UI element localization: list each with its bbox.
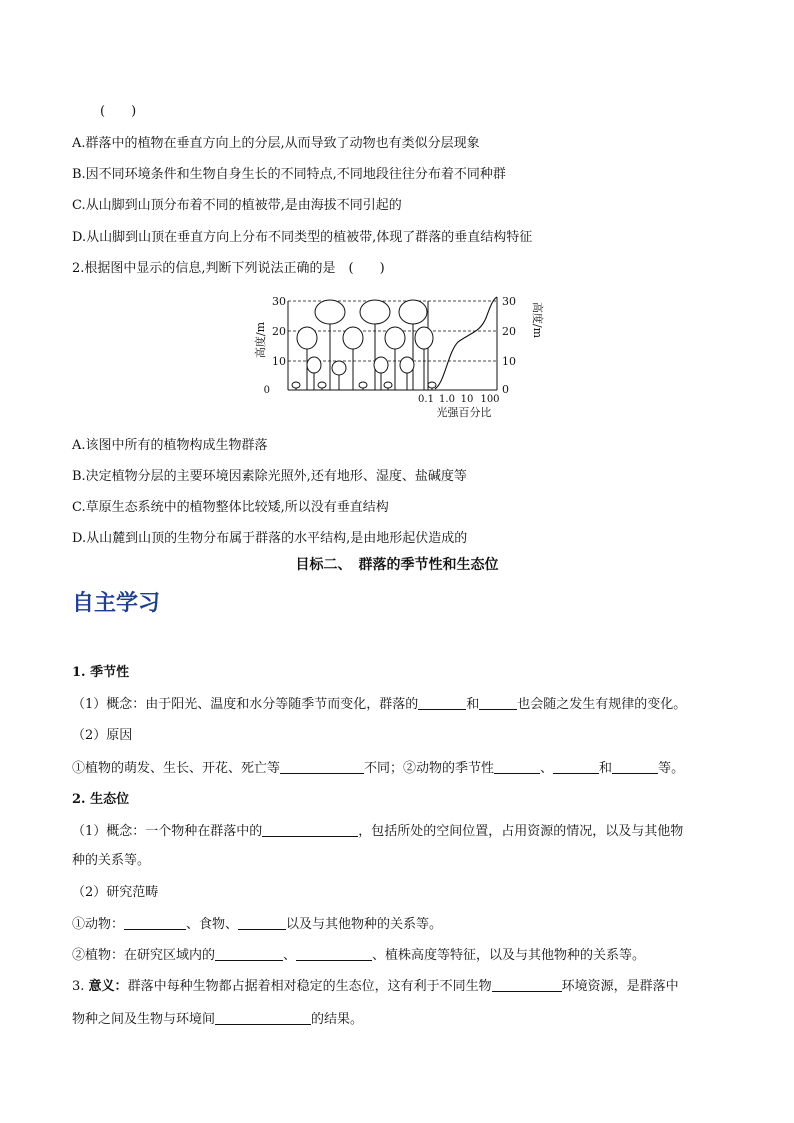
- niche-concept-text-2: ，包括所处的空间位置，占用资源的情况，以及与其他物: [358, 824, 684, 839]
- blank-animal-habitat[interactable]: [124, 915, 186, 930]
- blank-community-1[interactable]: [418, 695, 466, 710]
- blank-plant-density[interactable]: [296, 946, 372, 961]
- niche-plant-text-2: 、: [283, 948, 297, 963]
- niche-title: 2. 生态位: [72, 792, 130, 807]
- seasonality-concept-text-3: 也会随之发生有规律的变化。: [517, 697, 687, 712]
- niche-plant-text-1: ②植物：在研究区域内的: [72, 948, 216, 963]
- light-intensity-curve: [435, 297, 497, 389]
- niche-animal-text-1: ①动物：: [72, 917, 125, 932]
- left-tick-10: 10: [272, 355, 286, 368]
- x-tick-10: 10: [460, 394, 474, 405]
- q2-option-b: B.决定植物分层的主要环境因素除光照外,还有地形、湿度、盐碱度等: [72, 469, 467, 484]
- q2-stem: 2.根据图中显示的信息,判断下列说法正确的是 ( ): [72, 261, 385, 276]
- significance-num: 3.: [72, 979, 89, 994]
- blank-resource-use[interactable]: [492, 977, 562, 992]
- seasonality-concept-text-1: （1）概念：由于阳光、温度和水分等随季节而变化，群落的: [72, 697, 419, 712]
- x-tick-100: 100: [480, 394, 500, 405]
- niche-concept-cont: 种的关系等。: [72, 853, 151, 868]
- seasonality-cause-text-5: 等。: [658, 761, 685, 776]
- blank-animal-enemies[interactable]: [238, 915, 286, 930]
- significance: [72, 977, 679, 996]
- q1-option-d: D.从山脚到山顶在垂直方向上分布不同类型的植被带,体现了群落的垂直结构特征: [72, 230, 533, 245]
- niche-animal-text-2: 、食物、: [186, 917, 239, 932]
- niche-concept-text-1: （1）概念：一个物种在群落中的: [72, 824, 263, 839]
- x-axis-label: 光强百分比: [436, 406, 492, 419]
- seasonality-cause-text-1: ①植物的萌发、生长、开花、死亡等: [72, 761, 281, 776]
- blank-animal-3[interactable]: [612, 759, 658, 774]
- right-tick-30: 30: [502, 295, 516, 308]
- seasonality-concept-text-2: 和: [466, 697, 480, 712]
- significance-label: 意义：: [88, 979, 128, 994]
- seasonality-concept: [72, 695, 686, 714]
- goal-two-heading: 目标二、 群落的季节性和生态位: [295, 557, 499, 573]
- q2-option-c: C.草原生态系统中的植物整体比较矮,所以没有垂直结构: [72, 500, 389, 515]
- niche-plant-text-3: 、植株高度等特征，以及与其他物种的关系等。: [372, 948, 646, 963]
- seasonality-cause-label: （2）原因: [72, 728, 133, 743]
- left-tick-30: 30: [272, 295, 286, 308]
- right-tick-20: 20: [502, 325, 516, 338]
- blank-animal-1[interactable]: [494, 759, 540, 774]
- seasonality-cause-text-4: 和: [599, 761, 613, 776]
- left-axis-label: 高度/m: [254, 321, 267, 359]
- vegetation-light-figure: [250, 292, 550, 422]
- niche-animal: [72, 915, 442, 934]
- self-study-title: 自主学习: [72, 591, 161, 616]
- forest-tree-layers: [292, 300, 436, 390]
- blank-community-2[interactable]: [479, 695, 517, 710]
- q1-option-b: B.因不同环境条件和生物自身生长的不同特点,不同地段往往分布着不同种群: [72, 167, 506, 182]
- left-tick-0: 0: [263, 385, 270, 396]
- niche-concept: [72, 822, 683, 841]
- left-tick-20: 20: [272, 325, 286, 338]
- q1-option-c: C.从山脚到山顶分布着不同的植被带,是由海拔不同引起的: [72, 198, 402, 213]
- right-tick-10: 10: [502, 355, 516, 368]
- x-tick-1-0: 1.0: [439, 394, 455, 405]
- blank-animal-2[interactable]: [553, 759, 599, 774]
- q2-option-a: A.该图中所有的植物构成生物群落: [72, 438, 268, 453]
- niche-scope-label: （2）研究范畴: [72, 885, 159, 900]
- blank-niche-status[interactable]: [262, 822, 358, 837]
- seasonality-cause-text-3: 、: [540, 761, 554, 776]
- right-axis-label: 高度/m: [531, 301, 544, 339]
- significance-text-1: 群落中每种生物都占据着相对稳定的生态位，这有利于不同生物: [127, 979, 492, 994]
- q1-option-a: A.群落中的植物在垂直方向上的分层,从而导致了动物也有类似分层现象: [72, 136, 480, 151]
- blank-plant-timing[interactable]: [280, 759, 364, 774]
- significance-text-2: 环境资源，是群落中: [561, 979, 679, 994]
- seasonality-cause: [72, 759, 684, 778]
- niche-animal-text-3: 以及与其他物种的关系等。: [286, 917, 443, 932]
- q1-answer-paren: ( ): [100, 104, 137, 119]
- seasonality-cause-text-2: 不同；②动物的季节性: [364, 761, 495, 776]
- q2-option-d: D.从山麓到山顶的生物分布属于群落的水平结构,是由地形起伏造成的: [72, 531, 468, 546]
- seasonality-title: 1. 季节性: [72, 665, 130, 680]
- right-tick-0: 0: [502, 383, 509, 396]
- x-tick-0-1: 0.1: [418, 394, 434, 405]
- significance-text-4: 的结果。: [311, 1012, 364, 1027]
- blank-plant-frequency[interactable]: [215, 946, 283, 961]
- blank-coevolution[interactable]: [215, 1010, 311, 1025]
- significance-cont: [72, 1010, 363, 1029]
- niche-plant: [72, 946, 645, 965]
- significance-text-3: 物种之间及生物与环境间: [72, 1012, 216, 1027]
